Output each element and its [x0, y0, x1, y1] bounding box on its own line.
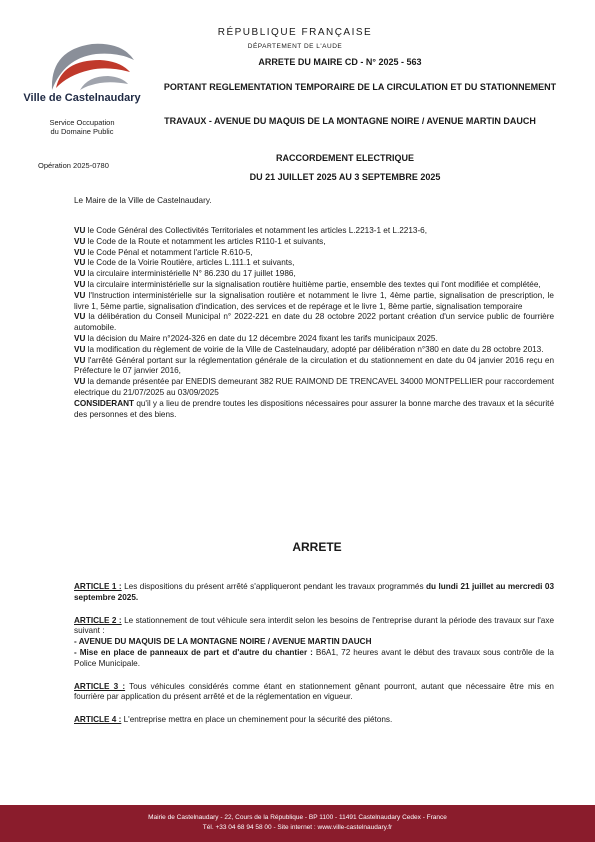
republique-francaise: RÉPUBLIQUE FRANÇAISE	[217, 27, 373, 38]
intro-maire: Le Maire de la Ville de Castelnaudary.	[74, 196, 212, 205]
departement-aude: DÉPARTEMENT DE L'AUDE	[247, 43, 343, 50]
logo-arc-grey-small	[80, 76, 128, 90]
visa-item: VU le Code de la Voirie Routière, articles L.111.1 et suivants,	[74, 258, 295, 268]
visa-item: VU l'Instruction interministérielle sur la signalisation routière et notamment le livre 1, 4ème partie, signalisation de prescription, le livre 1, 5ème partie, signalisation d'indication, des services et de repérage et le livre 1, 8ème partie, signalisation temporaire	[74, 290, 554, 311]
article-4: ARTICLE 4 : L'entreprise mettra en place un cheminement pour la sécurité des piétons.	[74, 715, 393, 725]
dates-title: DU 21 JUILLET 2025 AU 3 SEPTEMBRE 2025	[249, 172, 441, 182]
ville-name: Ville de Castelnaudary	[23, 92, 141, 104]
visas-list	[74, 226, 554, 420]
footer-bar	[0, 805, 595, 842]
visa-item: VU la décision du Maire n°2024-326 en date du 12 décembre 2024 fixant les tarifs municipaux 2025.	[74, 333, 438, 343]
visa-item: VU la délibération du Conseil Municipal n° 2022-221 en date du 28 octobre 2022 portant création d'un service public de fourrière automobile.	[74, 312, 554, 333]
article-2: ARTICLE 2 : Le stationnement de tout véhicule sera interdit selon les besoins de l'entreprise durant la période des travaux sur l'axe suivant : - AVENUE DU MAQUIS DE LA MONTAGNE NOIRE / AVENUE MARTIN DAUCH - Mise en place de panneaux de part et d'autre du chantier : B6A1, 72 heures avant le début des travaux sous contrôle de la Police Municipale.	[74, 615, 554, 668]
visa-item: VU le Code Général des Collectivités Territoriales et notamment les articles L.2213-1 et L.2213-6,	[74, 226, 427, 235]
articles-list	[74, 582, 554, 738]
visa-item: VU l'arrêté Général portant sur la réglementation générale de la circulation et du stationnement en date du 04 janvier 2016 reçu en Préfecture le 07 janvier 2016,	[74, 355, 554, 376]
arrete-heading: ARRETE	[292, 540, 342, 554]
footer-contact: Tél. +33 04 68 94 58 00 - Site internet : www.ville-castelnaudary.fr	[202, 824, 393, 831]
article-3: ARTICLE 3 : Tous véhicules considérés comme étant en stationnement gênant pourront, autant que nécessaire être mis en fourrière par application du présent arrêté et de la réglementation en vigueur.	[74, 681, 554, 702]
visa-item: VU la circulaire interministérielle sur la signalisation routière huitième partie, ensemble des textes qui l'ont modifiée et complétée,	[74, 279, 541, 289]
visa-item: VU le Code Pénal et notamment l'article R.610-5,	[74, 247, 253, 257]
service-line-2: du Domaine Public	[50, 127, 114, 136]
visa-item: VU la modification du règlement de voirie de la Ville de Castelnaudary, adopté par délibération n°380 en date du 28 octobre 2013.	[74, 344, 544, 354]
arrete-number: ARRETE DU MAIRE CD - N° 2025 - 563	[258, 57, 422, 67]
service-label	[22, 118, 142, 136]
operation-number: Opération 2025-0780	[38, 161, 109, 170]
visa-item: CONSIDERANT qu'il y a lieu de prendre toutes les dispositions nécessaires pour assurer la bonne marche des travaux et la sécurité des personnes et des biens.	[74, 398, 554, 419]
portant-title: PORTANT REGLEMENTATION TEMPORAIRE DE LA CIRCULATION ET DU STATIONNEMENT	[163, 82, 557, 92]
visa-item: VU la demande présentée par ENEDIS demeurant 382 RUE RAIMOND DE TRENCAVEL 34000 MONTPELLIER pour raccordement electrique du 21/07/2025 au 03/09/2025	[74, 377, 554, 397]
visa-item: VU le Code de la Route et notamment les articles R110-1 et suivants,	[74, 236, 326, 246]
visa-item: VU la circulaire interministérielle N° 86.230 du 17 juillet 1986,	[74, 269, 296, 279]
article-1: ARTICLE 1 : Les dispositions du présent arrêté s'appliqueront pendant les travaux programmés du lundi 21 juillet au mercredi 03 septembre 2025.	[74, 582, 554, 602]
castelnaudary-logo	[22, 30, 142, 100]
service-line-1: Service Occupation	[49, 118, 115, 127]
footer-address: Mairie de Castelnaudary - 22, Cours de la République - BP 1100 - 11491 Castelnaudary Cedex - France	[148, 814, 447, 821]
travaux-title: TRAVAUX - AVENUE DU MAQUIS DE LA MONTAGNE NOIRE / AVENUE MARTIN DAUCH	[164, 116, 536, 126]
raccordement-title: RACCORDEMENT ELECTRIQUE	[275, 153, 414, 163]
